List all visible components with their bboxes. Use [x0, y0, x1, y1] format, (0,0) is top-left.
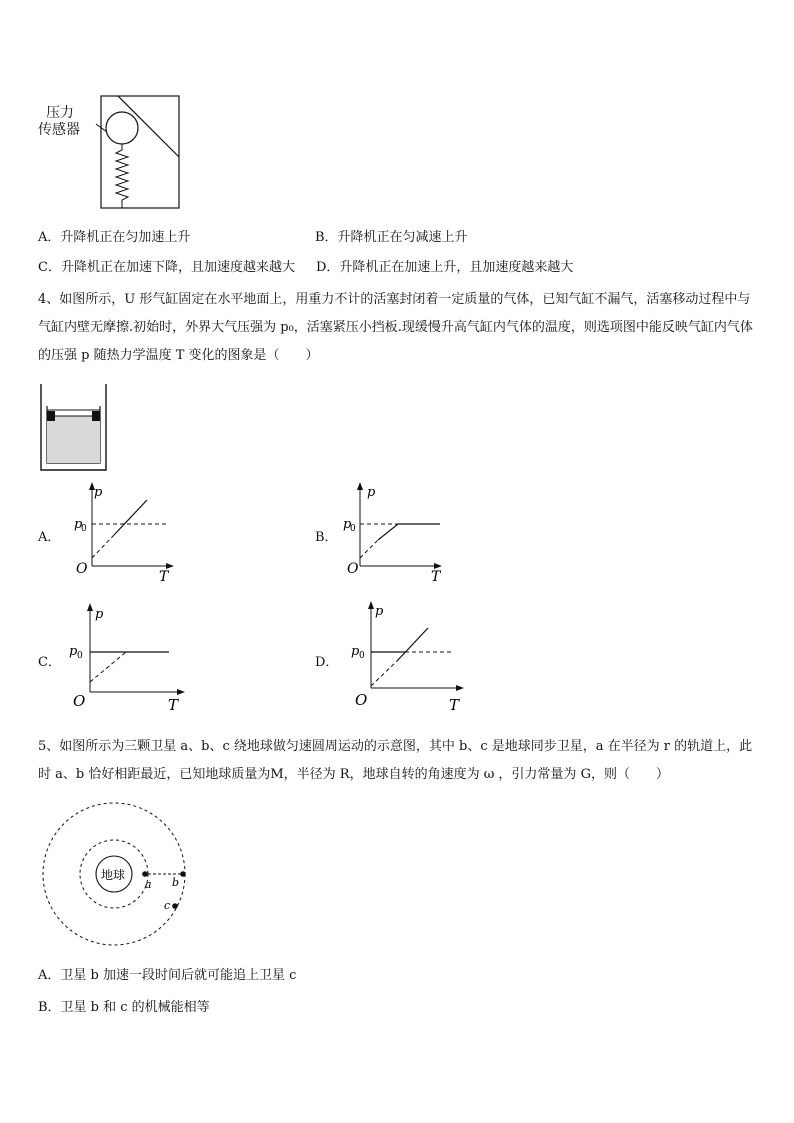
axis-p-label: p [367, 485, 376, 500]
graph-c-label: C． [38, 655, 61, 670]
p0-label: p [69, 644, 78, 659]
p0-subscript: 0 [81, 524, 87, 534]
q5-option-b: B．卫星 b 和 c 的机械能相等 [38, 1000, 210, 1015]
q3-option-d: D．升降机正在加速上升，且加速度越来越大 [316, 260, 574, 275]
graph-c [64, 600, 192, 715]
p0-subscript: 0 [77, 651, 83, 661]
axis-p-label: p [95, 607, 104, 622]
graph-a [66, 480, 186, 585]
origin-label: O [76, 561, 88, 577]
graph-a-label: A． [38, 530, 61, 545]
axis-t-label: T [431, 569, 441, 585]
axis-p-label: p [375, 604, 384, 619]
graph-b-label: B． [315, 530, 338, 545]
origin-label: O [73, 692, 86, 710]
q5-option-a: A．卫星 b 加速一段时间后就可能追上卫星 c [38, 968, 297, 983]
q4-question-text: 4、如图所示，U 形气缸固定在水平地面上，用重力不计的活塞封闭着一定质量的气体，已知气缸不漏气，活塞移动过程中与气缸内壁无摩擦.初始时，外界大气压强为 p₀，活塞紧压小挡板.现缓慢升高气缸内气体的温度，则选项图中能反映气缸内气体的压强 p 随热力学温度 T 变化的图象是（ ） [38, 292, 753, 363]
axis-t-label: T [168, 696, 179, 714]
origin-label: O [347, 561, 359, 577]
q3-option-b: B．升降机正在匀减速上升 [315, 230, 468, 245]
graph-d-label: D． [315, 655, 339, 670]
p0-label: p [74, 517, 83, 532]
p0-subscript: 0 [359, 651, 365, 661]
sat-b-label: b [172, 876, 180, 889]
q3-option-c: C．升降机正在加速下降，且加速度越来越大 [38, 260, 295, 275]
sensor-label-line1: 压力 [46, 105, 74, 121]
sat-c-label: c [164, 899, 171, 912]
satellite-orbit-figure [38, 802, 190, 948]
axis-p-label: p [94, 485, 103, 500]
axis-t-label: T [159, 569, 169, 585]
sat-a-label: a [145, 878, 152, 891]
axis-t-label: T [449, 696, 460, 714]
sensor-label-line2: 传感器 [38, 122, 80, 138]
p0-label: p [343, 517, 352, 532]
p0-label: p [351, 644, 360, 659]
u-cylinder-figure [38, 384, 108, 472]
q3-option-a: A．升降机正在匀加速上升 [38, 230, 191, 245]
earth-label: 地球 [101, 868, 126, 882]
origin-label: O [355, 691, 368, 709]
graph-d [345, 598, 473, 716]
p0-subscript: 0 [350, 524, 356, 534]
graph-b [334, 480, 454, 585]
q5-question-text: 5、如图所示为三颗卫星 a、b、c 绕地球做匀速圆周运动的示意图，其中 b、c 是地球同步卫星，a 在半径为 r 的轨道上，此时 a、b 恰好相距最近，已知地球质量为M，半径为 R，地球自转的角速度为 ω ，引力常量为 G，则（ ） [38, 739, 753, 782]
